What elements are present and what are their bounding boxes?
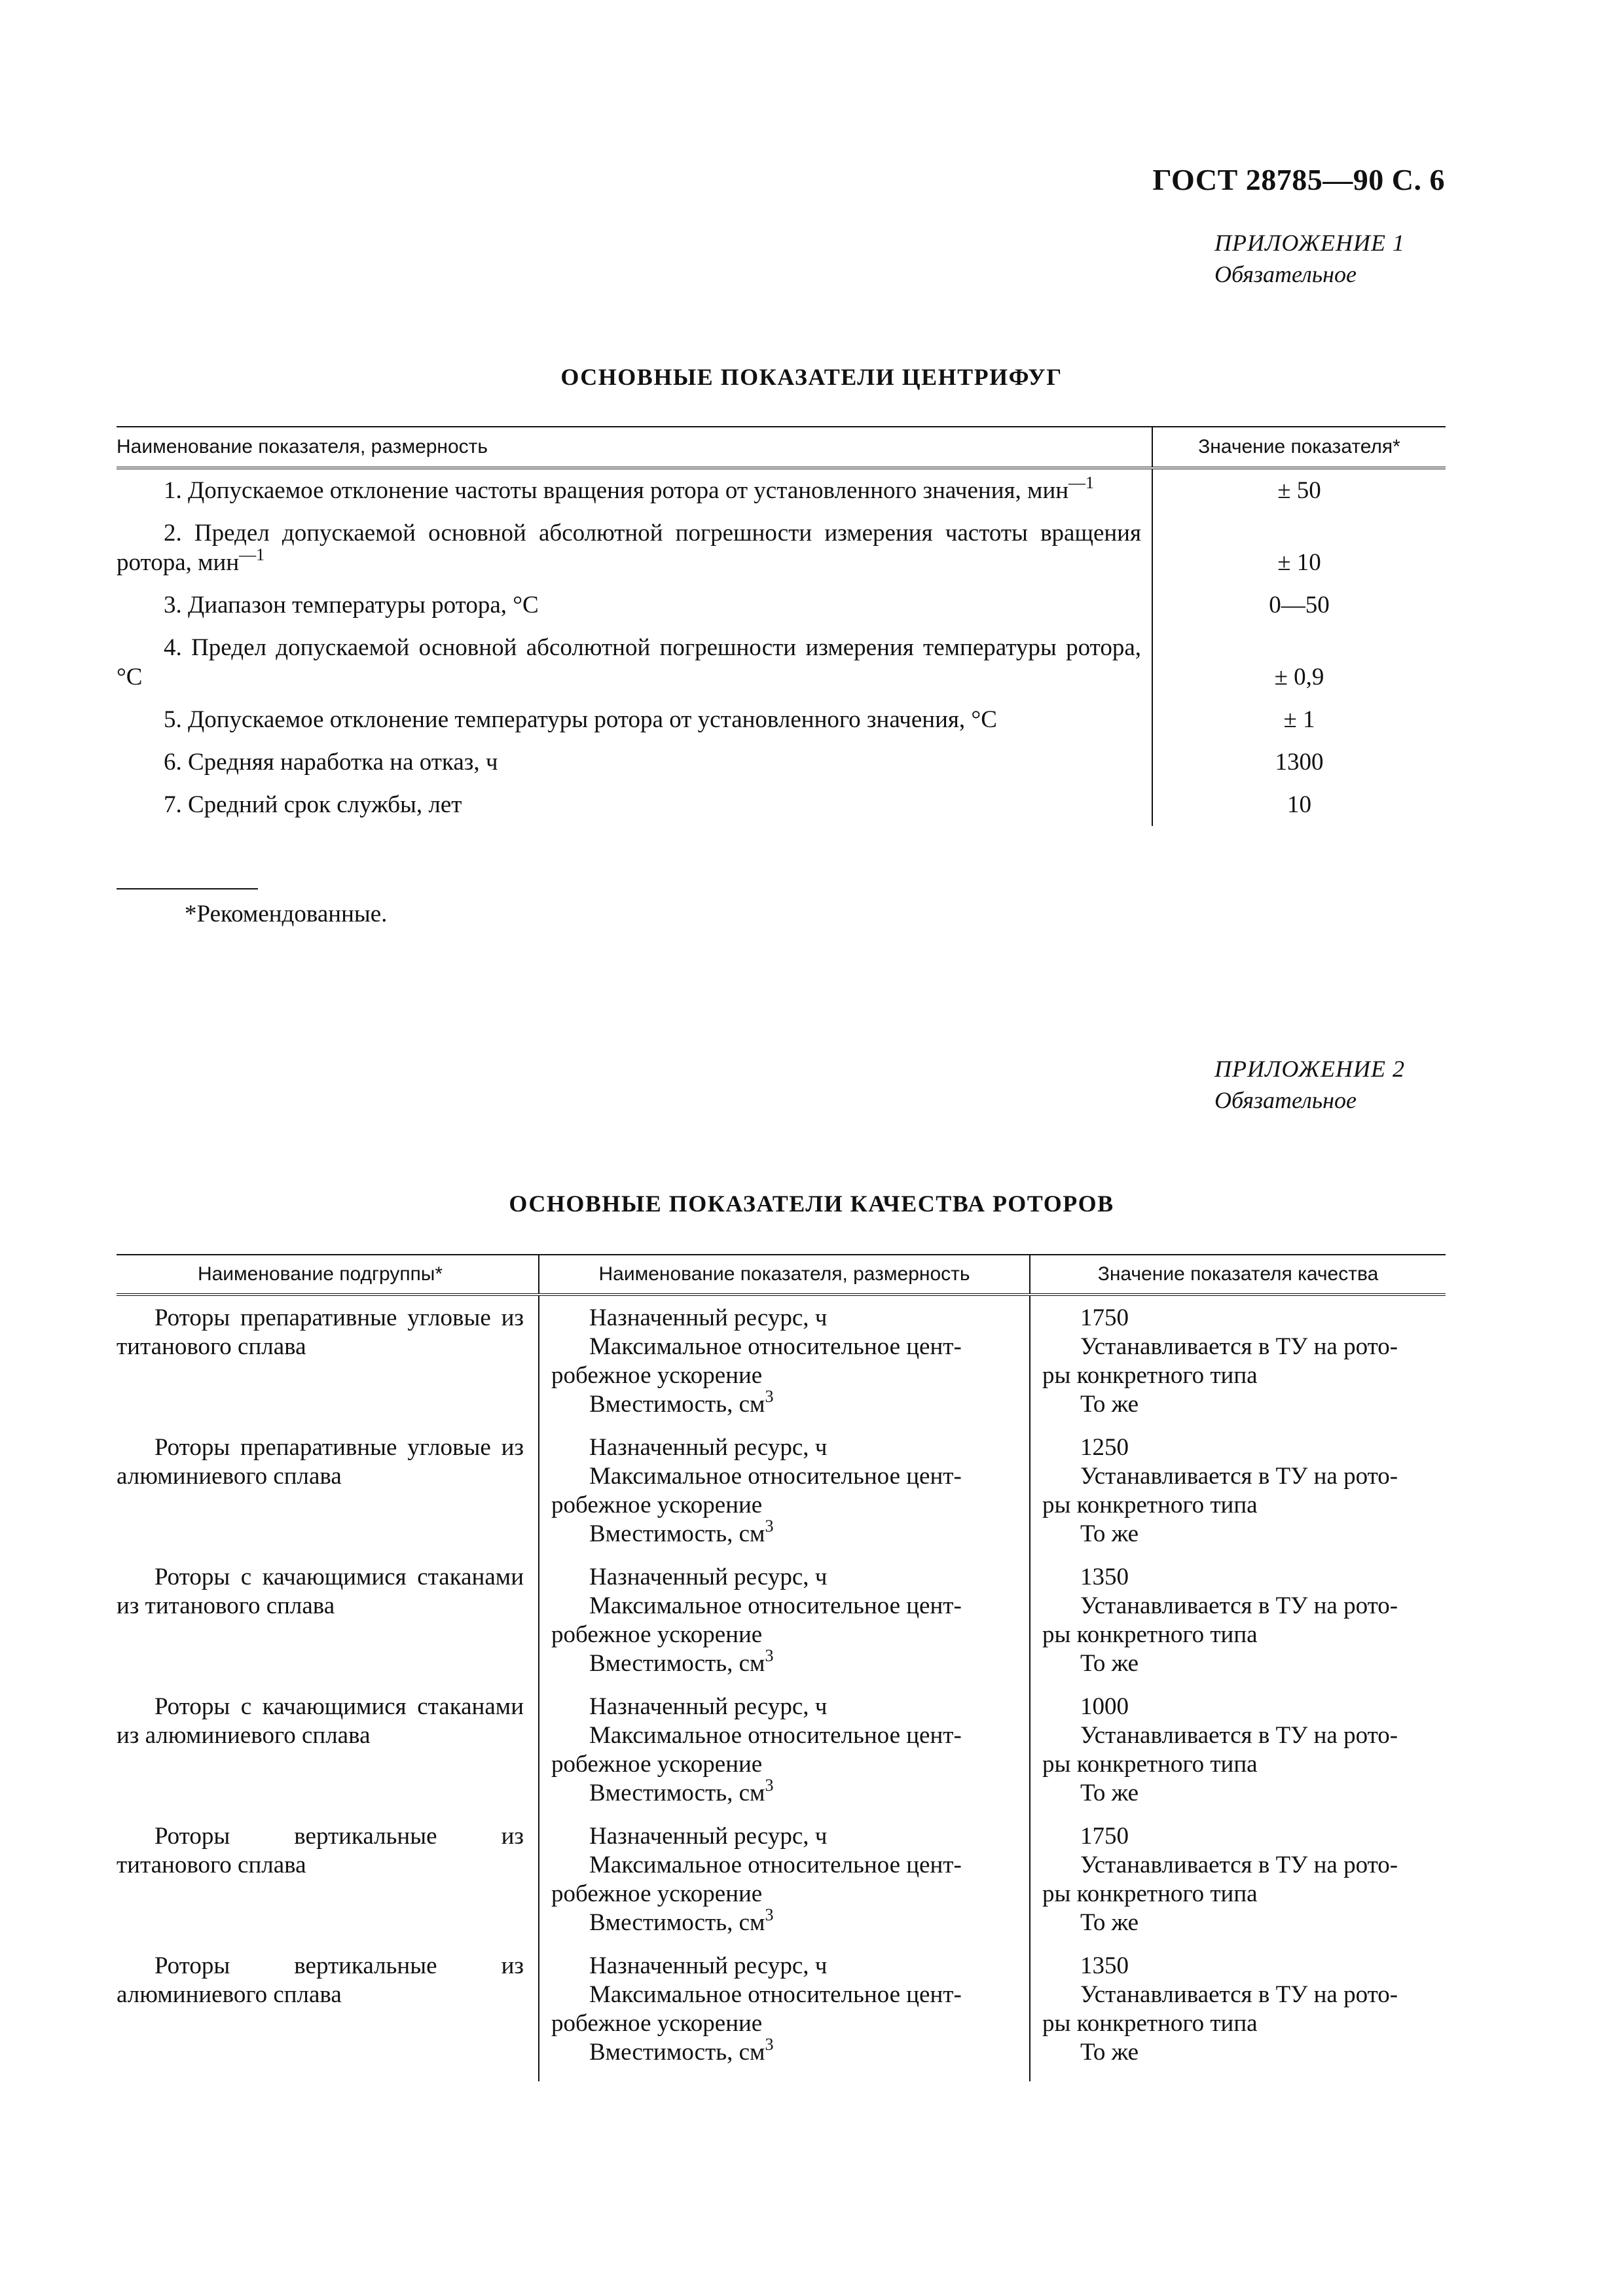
column-header-value: Значение показателя* — [1152, 427, 1446, 468]
subgroup-name: Роторы вертикальные из алюминиевого сплава — [117, 1952, 524, 2008]
resource-value: 1350 — [1080, 1564, 1129, 1590]
resource-value: 1750 — [1080, 1304, 1129, 1331]
quality-value-cell — [1030, 1822, 1446, 1952]
value-line: ры конкретного типа — [1042, 1362, 1258, 1389]
table-row — [117, 1693, 1446, 1822]
subgroup-cell — [117, 1693, 539, 1822]
subgroup-cell — [117, 1822, 539, 1952]
indicator-name-cell — [117, 468, 1152, 512]
indicator-name-cell — [117, 626, 1152, 698]
table-row — [117, 783, 1446, 826]
value-line: Устанавливается в ТУ на рото- — [1080, 1333, 1398, 1360]
footnote: *Рекомендованные. — [185, 901, 388, 927]
indicator-name-cell — [117, 584, 1152, 626]
unit-exponent: —1 — [1068, 473, 1095, 492]
indicator-name: 1. Допускаемое отклонение частоты вращения ротора от установленного значения, мин — [164, 477, 1069, 504]
table-row — [117, 626, 1446, 698]
value-line: То же — [1080, 1520, 1139, 1547]
subgroup-cell — [117, 1295, 539, 1433]
appendix-2-label: ПРИЛОЖЕНИЕ 2 — [1214, 1056, 1405, 1082]
resource-value: 1750 — [1080, 1823, 1129, 1850]
value-line: ры конкретного типа — [1042, 1492, 1258, 1518]
parameter-cell — [539, 1952, 1030, 2081]
appendix-2-status: Обязательное — [1214, 1087, 1357, 1113]
indicator-value: 1300 — [1152, 741, 1446, 783]
subgroup-cell — [117, 1563, 539, 1693]
unit-exponent: 3 — [765, 1905, 774, 1924]
table-row — [117, 468, 1446, 512]
indicator-value: ± 10 — [1152, 512, 1446, 584]
value-line: То же — [1080, 2039, 1139, 2066]
rotor-quality-table — [117, 1254, 1446, 2081]
unit-exponent: 3 — [765, 1775, 774, 1795]
quality-value-cell — [1030, 1563, 1446, 1693]
value-line: ры конкретного типа — [1042, 1880, 1258, 1907]
parameter-line: Максимальное относительное цент- — [589, 1722, 962, 1749]
quality-value-cell — [1030, 1952, 1446, 2081]
parameter-line: Назначенный ресурс, ч — [589, 1564, 828, 1590]
value-line: То же — [1080, 1391, 1139, 1418]
parameter-text: Вместимость, см — [589, 2039, 765, 2066]
parameter-line: Максимальное относительное цент- — [589, 1981, 962, 2008]
parameter-cell — [539, 1822, 1030, 1952]
resource-value: 1350 — [1080, 1952, 1129, 1979]
centrifuge-indicators-table — [117, 426, 1446, 826]
table-row — [117, 1563, 1446, 1693]
table-row — [117, 698, 1446, 741]
value-line: Устанавливается в ТУ на рото- — [1080, 1852, 1398, 1878]
subgroup-name: Роторы с качающимися стаканами из титанового сплава — [117, 1564, 524, 1619]
parameter-line-capacity — [551, 1645, 1029, 1678]
parameter-line: робежное ускорение — [551, 2010, 763, 2037]
subgroup-name: Роторы препаративные угловые из алюминиевого сплава — [117, 1434, 524, 1490]
parameter-line: Назначенный ресурс, ч — [589, 1304, 828, 1331]
table-row — [117, 1952, 1446, 2081]
parameter-line: Назначенный ресурс, ч — [589, 1952, 828, 1979]
column-header-quality-value: Значение показателя качества — [1030, 1255, 1446, 1295]
unit-exponent: 3 — [765, 1516, 774, 1535]
parameter-text: Вместимость, см — [589, 1780, 765, 1806]
parameter-line: Максимальное относительное цент- — [589, 1333, 962, 1360]
parameter-line: робежное ускорение — [551, 1880, 763, 1907]
value-line: То же — [1080, 1650, 1139, 1677]
value-line: Устанавливается в ТУ на рото- — [1080, 1981, 1398, 2008]
column-header-parameter: Наименование показателя, размерность — [539, 1255, 1030, 1295]
quality-value-cell — [1030, 1693, 1446, 1822]
parameter-cell — [539, 1563, 1030, 1693]
table-row — [117, 1295, 1446, 1433]
parameter-line-capacity — [551, 2034, 1029, 2067]
indicator-value: ± 0,9 — [1152, 626, 1446, 698]
unit-exponent: 3 — [765, 1645, 774, 1665]
indicator-name-cell — [117, 741, 1152, 783]
rotor-table-body — [117, 1295, 1446, 2081]
indicator-name: 7. Средний срок службы, лет — [164, 791, 462, 818]
value-line: То же — [1080, 1909, 1139, 1936]
parameter-line-capacity — [551, 1516, 1029, 1549]
parameter-line-capacity — [551, 1905, 1029, 1937]
table-row — [117, 741, 1446, 783]
indicator-name: 4. Предел допускаемой основной абсолютной погрешности измерения температуры ротора, °С — [117, 634, 1141, 691]
unit-exponent: 3 — [765, 2034, 774, 2054]
value-line: Устанавливается в ТУ на рото- — [1080, 1592, 1398, 1619]
quality-value-cell — [1030, 1433, 1446, 1563]
parameter-line-capacity — [551, 1775, 1029, 1808]
unit-exponent: —1 — [239, 545, 265, 564]
value-line: То же — [1080, 1780, 1139, 1806]
parameter-cell — [539, 1693, 1030, 1822]
indicator-value: ± 50 — [1152, 468, 1446, 512]
indicator-name-cell — [117, 698, 1152, 741]
parameter-text: Вместимость, см — [589, 1520, 765, 1547]
indicator-name-cell — [117, 783, 1152, 826]
subgroup-name: Роторы с качающимися стаканами из алюминиевого сплава — [117, 1693, 524, 1749]
table-row — [117, 512, 1446, 584]
quality-value-cell — [1030, 1295, 1446, 1433]
document-code: ГОСТ 28785—90 С. 6 — [1152, 163, 1445, 196]
indicator-name: 2. Предел допускаемой основной абсолютной погрешности измерения частоты вращения ротора, мин — [117, 520, 1141, 576]
column-header-subgroup: Наименование подгруппы* — [117, 1255, 539, 1295]
parameter-line: Максимальное относительное цент- — [589, 1592, 962, 1619]
centrifuge-table-body — [117, 468, 1446, 826]
subgroup-name: Роторы препаративные угловые из титанового сплава — [117, 1304, 524, 1360]
indicator-name-cell — [117, 512, 1152, 584]
appendix-1-title: ОСНОВНЫЕ ПОКАЗАТЕЛИ ЦЕНТРИФУГ — [560, 364, 1063, 390]
value-line: Устанавливается в ТУ на рото- — [1080, 1463, 1398, 1490]
parameter-line: Максимальное относительное цент- — [589, 1852, 962, 1878]
parameter-line: робежное ускорение — [551, 1751, 763, 1778]
parameter-line-capacity — [551, 1386, 1029, 1419]
parameter-line: Максимальное относительное цент- — [589, 1463, 962, 1490]
parameter-line: Назначенный ресурс, ч — [589, 1823, 828, 1850]
appendix-1-status: Обязательное — [1214, 261, 1357, 287]
resource-value: 1250 — [1080, 1434, 1129, 1461]
value-line: ры конкретного типа — [1042, 1751, 1258, 1778]
indicator-name: 6. Средняя наработка на отказ, ч — [164, 749, 498, 776]
table-row — [117, 1822, 1446, 1952]
parameter-line: робежное ускорение — [551, 1362, 763, 1389]
value-line: ры конкретного типа — [1042, 2010, 1258, 2037]
unit-exponent: 3 — [765, 1386, 774, 1406]
indicator-value: 0—50 — [1152, 584, 1446, 626]
parameter-line: робежное ускорение — [551, 1621, 763, 1648]
parameter-text: Вместимость, см — [589, 1391, 765, 1418]
parameter-line: Назначенный ресурс, ч — [589, 1434, 828, 1461]
parameter-cell — [539, 1433, 1030, 1563]
subgroup-cell — [117, 1433, 539, 1563]
indicator-value: ± 1 — [1152, 698, 1446, 741]
footnote-divider — [117, 888, 258, 889]
parameter-text: Вместимость, см — [589, 1650, 765, 1677]
resource-value: 1000 — [1080, 1693, 1129, 1720]
indicator-name: 5. Допускаемое отклонение температуры ротора от установленного значения, °С — [164, 706, 997, 733]
table-row — [117, 584, 1446, 626]
parameter-line: робежное ускорение — [551, 1492, 763, 1518]
subgroup-name: Роторы вертикальные из титанового сплава — [117, 1823, 524, 1878]
value-line: ры конкретного типа — [1042, 1621, 1258, 1648]
appendix-1-label: ПРИЛОЖЕНИЕ 1 — [1214, 230, 1405, 256]
parameter-cell — [539, 1295, 1030, 1433]
subgroup-cell — [117, 1952, 539, 2081]
indicator-value: 10 — [1152, 783, 1446, 826]
table-row — [117, 1433, 1446, 1563]
indicator-name: 3. Диапазон температуры ротора, °С — [164, 592, 539, 619]
value-line: Устанавливается в ТУ на рото- — [1080, 1722, 1398, 1749]
appendix-2-title: ОСНОВНЫЕ ПОКАЗАТЕЛИ КАЧЕСТВА РОТОРОВ — [509, 1191, 1114, 1217]
parameter-text: Вместимость, см — [589, 1909, 765, 1936]
parameter-line: Назначенный ресурс, ч — [589, 1693, 828, 1720]
column-header-indicator: Наименование показателя, размерность — [117, 427, 1152, 468]
